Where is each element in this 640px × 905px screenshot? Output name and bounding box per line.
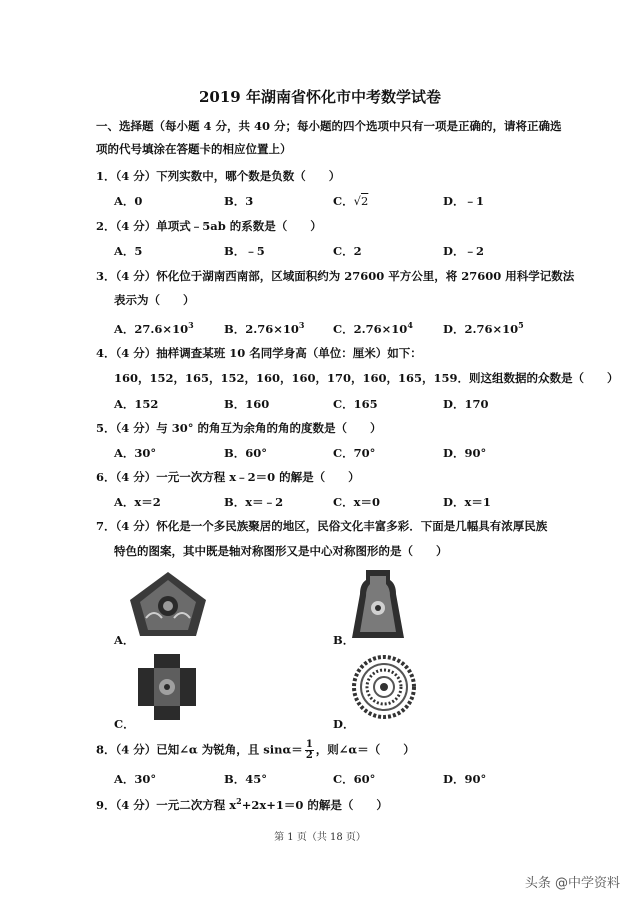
q1-option-c: C．√2 [333, 194, 369, 208]
q2-option-b: B．﹣5 [224, 244, 265, 258]
q2-option-a: A．5 [114, 244, 143, 258]
q7-option-b: B． [333, 633, 355, 647]
q5-option-a: A．30° [114, 446, 157, 460]
q3-option-c: C．$2.76\times 10^4$ [333, 320, 413, 336]
q6-option-d: D．x＝1 [443, 495, 491, 509]
section-heading-line1: 一、选择题（每小题 4 分，共 40 分；每小题的四个选项中只有一项是正确的，请将正确选 [96, 119, 562, 133]
q8-option-a: A．30° [114, 772, 157, 786]
q2-option-c: C．2 [333, 244, 362, 258]
question-6-stem: 6．（4 分）一元一次方程 x﹣2＝0 的解是（ ） [96, 470, 360, 484]
q5-option-b: B．60° [224, 446, 267, 460]
q7-option-d: D． [333, 717, 355, 731]
pattern-d-image [352, 655, 416, 719]
fraction-one-half: $\frac{1}{2}$ [305, 739, 313, 761]
question-5-stem: 5．（4 分）与 30° 的角互为余角的角的度数是（ ） [96, 421, 382, 435]
q8-option-c: C．60° [333, 772, 376, 786]
q5-option-c: C．70° [333, 446, 376, 460]
q8-option-d: D．90° [443, 772, 487, 786]
question-7-stem-line2: 特色的图案，其中既是轴对称图形又是中心对称图形的是（ ） [114, 544, 448, 558]
section-heading-line2: 项的代号填涂在答题卡的相应位置上） [96, 142, 292, 156]
sqrt-radicand: 2 [360, 194, 369, 208]
question-4-stem-line1: 4．（4 分）抽样调查某班 10 名同学身高（单位：厘米）如下： [96, 346, 422, 360]
question-1-stem: 1．（4 分）下列实数中，哪个数是负数（ ） [96, 169, 341, 183]
pattern-c-image [136, 652, 198, 722]
question-8-stem: 8．（4 分）已知∠α 为锐角，且 sinα＝ $\frac{1}{2}$ ，则∠α＝（ ） [96, 739, 415, 761]
q6-option-a: A．x＝2 [114, 495, 161, 509]
q4-option-a: A．152 [114, 397, 159, 411]
q8-option-b: B．45° [224, 772, 267, 786]
q7-option-a: A． [114, 633, 135, 647]
q1-option-d: D．﹣1 [443, 194, 484, 208]
q1-option-a: A．0 [114, 194, 143, 208]
sqrt-symbol: √2 [353, 194, 369, 208]
q2-option-d: D．﹣2 [443, 244, 484, 258]
q5-option-d: D．90° [443, 446, 487, 460]
pattern-b-image [350, 568, 406, 640]
watermark: 头条 @中学资料 [524, 876, 620, 891]
question-3-stem-line1: 3．（4 分）怀化位于湖南西南部，区域面积约为 27600 平方公里，将 27600 用科学记数法 [96, 269, 575, 283]
page-footer: 第 1 页（共 18 页） [274, 832, 366, 843]
q6-option-b: B．x＝﹣2 [224, 495, 284, 509]
q4-option-b: B．160 [224, 397, 270, 411]
q3-option-d: D．$2.76\times 10^5$ [443, 320, 524, 336]
question-4-stem-line2: 160，152，165，152，160，160，170，160，165，159．则这组数据的众数是（ ） [114, 371, 619, 385]
q1-option-b: B．3 [224, 194, 254, 208]
question-9-stem: 9．（4 分）一元二次方程 $x^2+2x+1=0$ 的解是（ ） [96, 796, 388, 812]
question-2-stem: 2．（4 分）单项式﹣5ab 的系数是（ ） [96, 219, 322, 233]
q4-option-d: D．170 [443, 397, 489, 411]
q6-option-c: C．x＝0 [333, 495, 381, 509]
q3-option-b: B．$2.76\times 10^3$ [224, 320, 305, 336]
pattern-a-image [128, 570, 208, 640]
q4-option-c: C．165 [333, 397, 378, 411]
exam-title: 2019 年湖南省怀化市中考数学试卷 [199, 88, 441, 106]
question-3-stem-line2: 表示为（ ） [114, 293, 195, 307]
q3-option-a: A．$27.6\times 10^3$ [114, 320, 194, 336]
q7-option-c: C． [114, 717, 135, 731]
question-7-stem-line1: 7．（4 分）怀化是一个多民族聚居的地区，民俗文化丰富多彩．下面是几幅具有浓厚民族 [96, 519, 548, 533]
